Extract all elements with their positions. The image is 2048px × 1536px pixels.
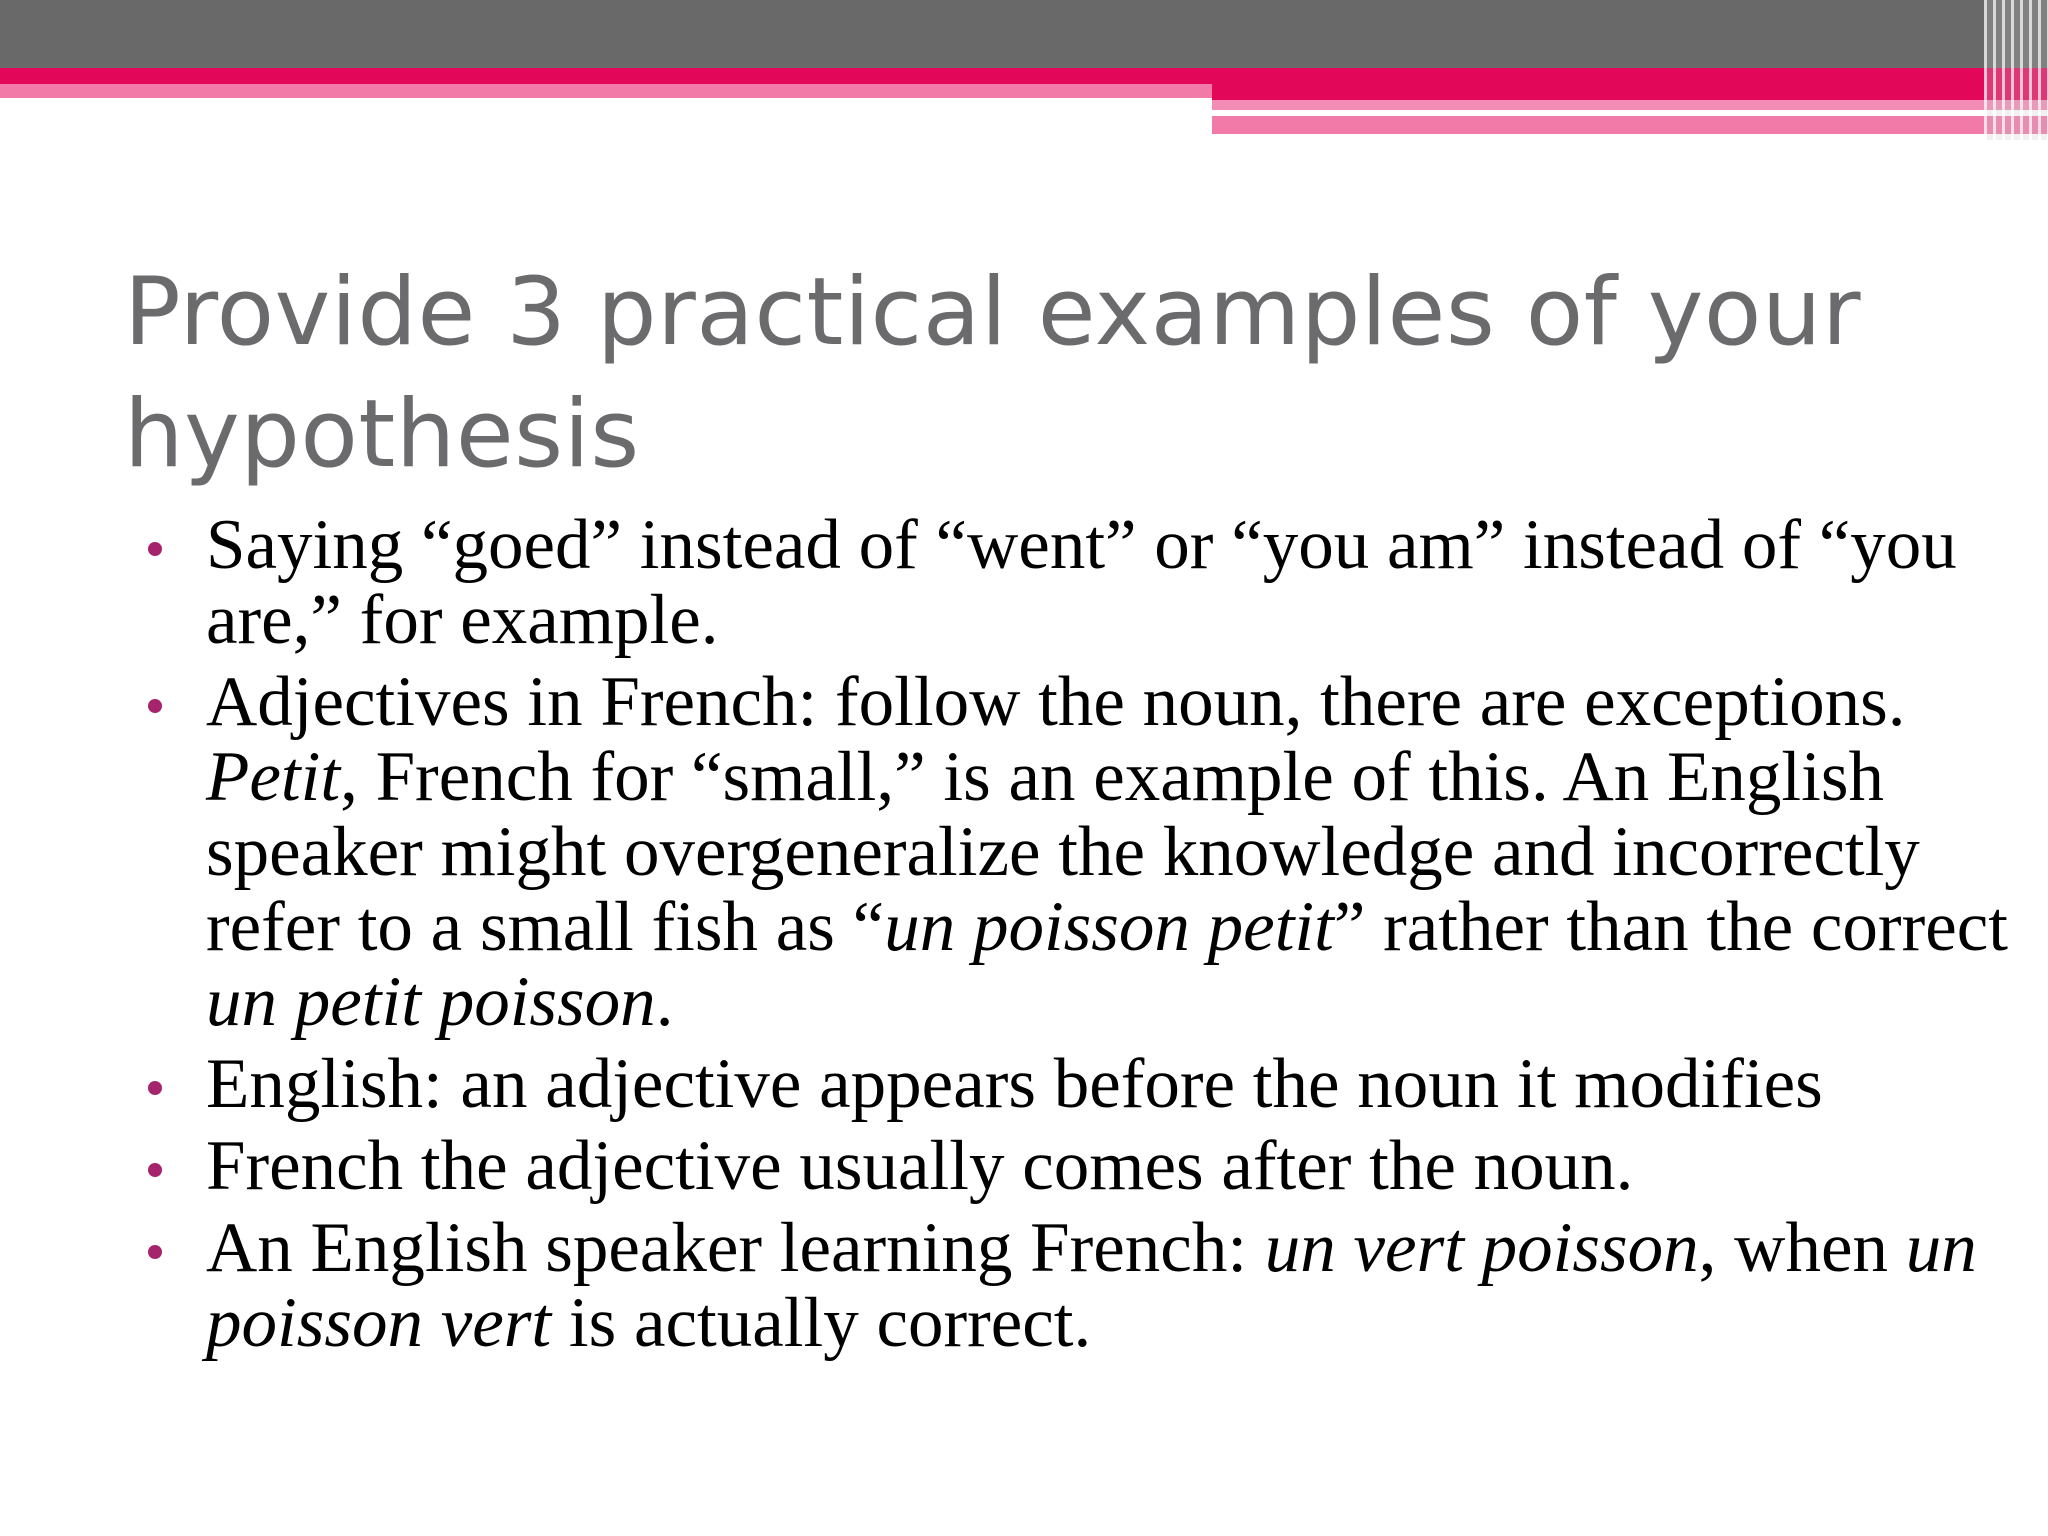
bullet-text-run: is actually correct. bbox=[551, 1284, 1092, 1362]
header-banner-gray bbox=[0, 0, 2048, 68]
bullet-text bbox=[206, 1127, 1633, 1205]
bullet-marker bbox=[148, 542, 162, 556]
header-accent-pink-right bbox=[1212, 68, 2048, 100]
bullet-item bbox=[148, 1129, 2018, 1204]
bullet-text-run: , French for “small,” is an example of this. An English speaker might overgeneralize the knowledge and incorrectly refer to a small fish as “ bbox=[206, 738, 1920, 966]
bullet-item bbox=[148, 1211, 2018, 1361]
bullet-marker bbox=[148, 1163, 162, 1177]
header-accent-pink-left bbox=[0, 68, 1212, 84]
bullet-list bbox=[148, 508, 2018, 1368]
bullet-text-italic-run: un poisson vert bbox=[206, 1209, 1977, 1362]
bullet-text-italic-run: Petit bbox=[206, 738, 341, 816]
header-stripe-pattern bbox=[1984, 0, 2048, 140]
bullet-text bbox=[206, 1209, 1977, 1362]
bullet-text-italic-run: un poisson petit bbox=[884, 888, 1334, 966]
header-accent-pink-left-light bbox=[0, 84, 1212, 98]
bullet-text-run: . bbox=[655, 963, 674, 1041]
bullet-text-italic-run: un petit poisson bbox=[206, 963, 656, 1041]
bullet-item bbox=[148, 1047, 2018, 1122]
header-accent-pink-right-lower bbox=[1212, 116, 2048, 134]
header-accent-pink-right-light bbox=[1212, 100, 2048, 110]
bullet-marker bbox=[148, 1081, 162, 1095]
bullet-text bbox=[206, 663, 2008, 1041]
bullet-text-run: French the adjective usually comes after the noun. bbox=[206, 1127, 1634, 1205]
bullet-text-run: Saying “goed” instead of “went” or “you am” instead of “you are,” for example. bbox=[206, 506, 1957, 659]
bullet-marker bbox=[148, 699, 162, 713]
bullet-text bbox=[206, 1045, 1823, 1123]
bullet-text-run: An English speaker learning French: bbox=[206, 1209, 1265, 1287]
bullet-text-run: English: an adjective appears before the noun it modifies bbox=[206, 1045, 1823, 1123]
bullet-text-run: ” rather than the correct bbox=[1333, 888, 2008, 966]
bullet-text-italic-run: un vert poisson bbox=[1264, 1209, 1699, 1287]
bullet-item bbox=[148, 665, 2018, 1040]
bullet-text-run: Adjectives in French: follow the noun, there are exceptions. bbox=[206, 663, 1906, 741]
bullet-text bbox=[206, 506, 1957, 659]
bullet-marker bbox=[148, 1245, 162, 1259]
bullet-text-run: , when bbox=[1698, 1209, 1906, 1287]
bullet-item bbox=[148, 508, 2018, 658]
slide-title: Provide 3 practical examples of your hypothesis bbox=[124, 258, 1862, 489]
